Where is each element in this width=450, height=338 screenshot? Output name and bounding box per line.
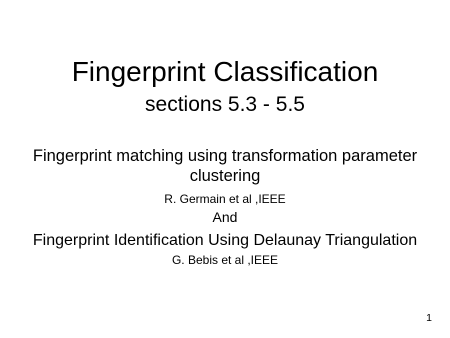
slide-subtitle: sections 5.3 - 5.5 bbox=[145, 93, 305, 116]
slide-title: Fingerprint Classification bbox=[71, 56, 379, 87]
paper2-authors: G. Bebis et al ,IEEE bbox=[171, 253, 279, 267]
paper2-title: Fingerprint Identification Using Delaunay Triangulation bbox=[32, 232, 418, 249]
page-number: 1 bbox=[426, 312, 432, 324]
paper1-authors: R. Germain et al ,IEEE bbox=[164, 192, 286, 206]
connector-text: And bbox=[212, 209, 238, 225]
paper1-title: Fingerprint matching using transformation parameter clustering bbox=[32, 147, 418, 185]
